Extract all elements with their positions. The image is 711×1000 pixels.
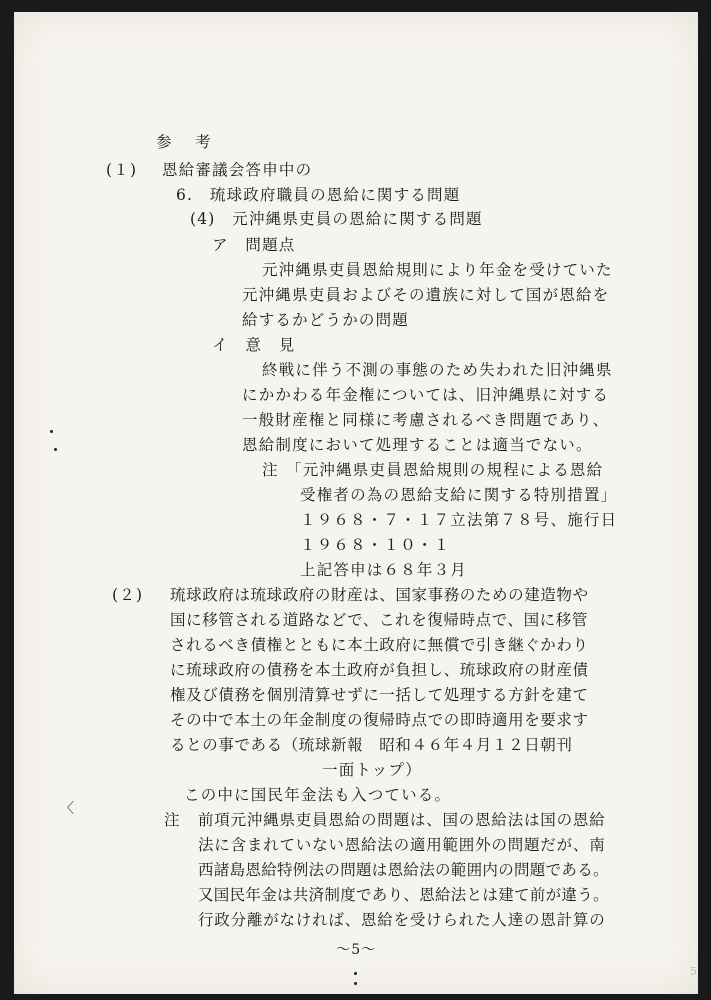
note2-line: 又国民年金は共済制度であり、恩給法とは建て前が違う。 (198, 886, 609, 904)
document-page (14, 12, 698, 994)
note1-line: １９６８・１０・１ (300, 536, 451, 554)
point-a-line: 元沖縄県吏員およびその遺族に対して国が恩給を (242, 286, 610, 304)
heading: 参 考 (156, 133, 215, 151)
item2-line: その中で本土の年金制度の復帰時点での即時適用を要求す (170, 711, 589, 729)
item2-line: されるべき債権とともに本土政府に無償で引き継ぐかわり (170, 636, 589, 654)
point-i-line: 恩給制度において処理することは適当でない。 (242, 436, 593, 454)
point-a-line: 元沖縄県吏員恩給規則により年金を受けていた (262, 261, 613, 279)
item2-tail: この中に国民年金法も入つている。 (184, 786, 452, 804)
note1-line: １９６８・７・１７立法第７８号、施行日 (300, 511, 618, 529)
scan-speck (54, 448, 57, 451)
item2-line: に琉球政府の債務を本土政府が負担し、琉球政府の財産債 (170, 661, 589, 679)
item2-line: 琉球政府は琉球政府の財産は、国家事務のための建造物や (170, 586, 589, 604)
scan-speck (354, 982, 357, 985)
note1-line: 「元沖縄県吏員恩給規則の規程による恩給 (286, 461, 604, 479)
note1-line: 受権者の為の恩給支給に関する特別措置」 (300, 486, 618, 504)
point-i-line: にかかわる年金権については、旧沖縄県に対する (242, 386, 610, 404)
point-i-line: 終戦に伴う不測の事態のため失われた旧沖縄県 (262, 361, 613, 379)
point-a-line: 給するかどうかの問題 (242, 311, 410, 329)
note2-label: 注 (164, 811, 181, 829)
note1-line: 上記答申は６８年３月 (300, 561, 468, 579)
item1-title: 恩給審議会答申中の (162, 161, 313, 179)
scan-speck (50, 430, 53, 433)
item2-line: 一面トップ） (322, 761, 422, 779)
point-i-label: イ 意 見 (212, 336, 296, 354)
item2-line: 国に移管される道路などで、これを復帰時点で、国に移管 (170, 611, 588, 629)
corner-page-number: 5 (690, 965, 697, 978)
point-a-label: ア 問題点 (212, 236, 296, 254)
note2-line: 法に含まれていない恩給法の適用範囲外の問題だが、南 (198, 836, 606, 854)
scan-speck (354, 972, 357, 975)
page-number: ～5～ (336, 942, 377, 958)
item2-line: るとの事である（琉球新報 昭和４６年４月１２日朝刊 (170, 736, 573, 754)
subsection-4-title: (4) 元沖縄県吏員の恩給に関する問題 (190, 210, 483, 228)
scan-mark: 〈 (60, 801, 74, 817)
note2-line: 前項元沖縄県吏員恩給の問題は、国の恩給法は国の恩給 (198, 811, 606, 829)
note2-line: 西諸島恩給特例法の問題は恩給法の範囲内の問題である。 (198, 861, 609, 879)
item2-line: 権及び債務を個別清算せずに一括して処理する方針を建て (170, 686, 589, 704)
item1-label: (１) (106, 161, 138, 179)
note1-label: 注 (262, 461, 279, 479)
point-i-line: 一般財産権と同様に考慮されるべき問題であり、 (242, 411, 610, 429)
note2-line: 行政分離がなければ、恩給を受けられた人達の恩計算の (198, 911, 606, 929)
item2-label: (２) (112, 586, 144, 604)
section-6-title: 6. 琉球政府職員の恩給に関する問題 (176, 186, 461, 204)
